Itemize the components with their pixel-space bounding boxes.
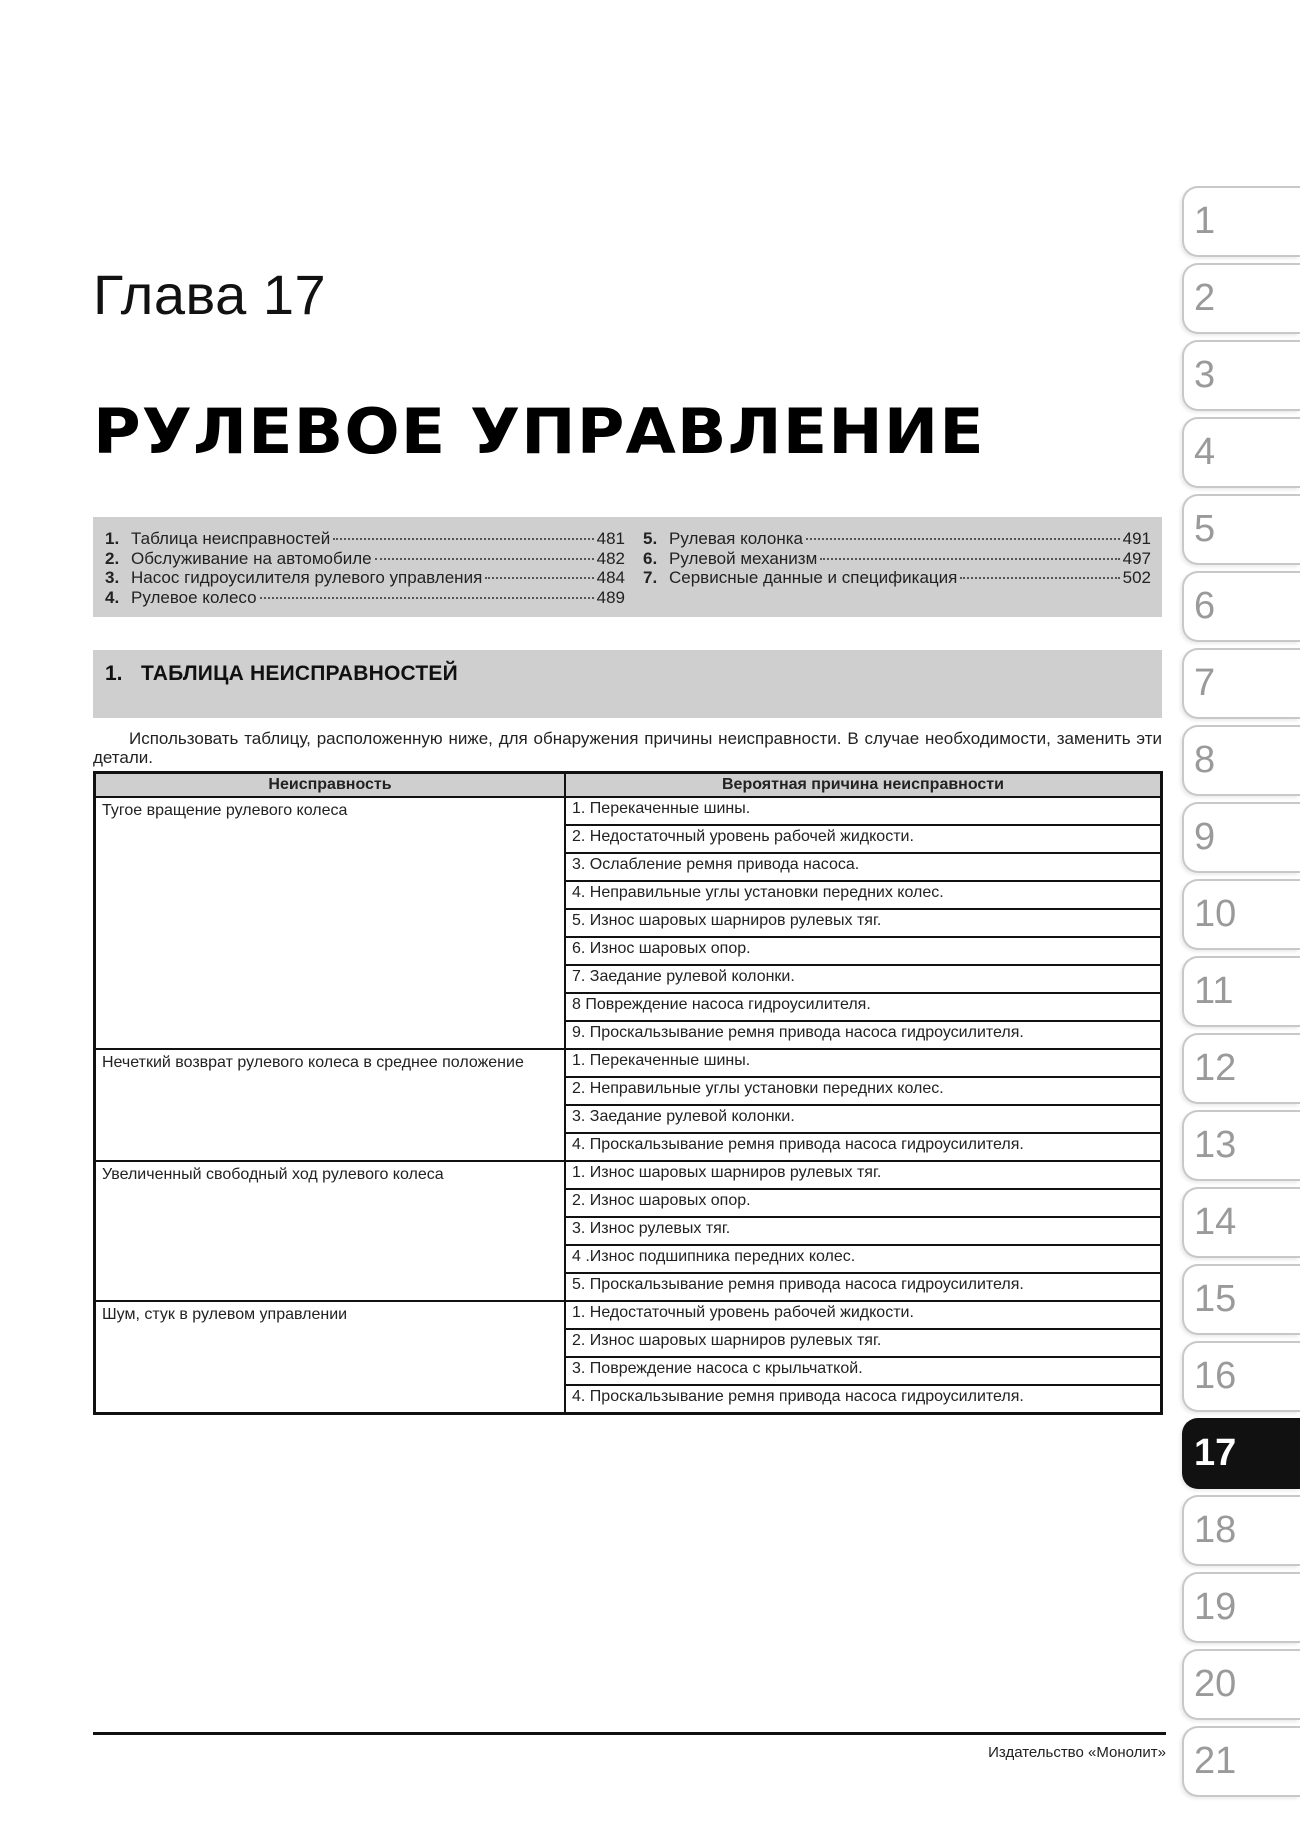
chapter-tab-label: 3 [1194, 354, 1216, 396]
fault-cause: 2. Неправильные углы установки передних колес. [565, 1077, 1162, 1105]
chapter-tab-20[interactable] [1182, 1649, 1300, 1720]
toc-entry-number: 7. [643, 568, 658, 587]
fault-cause: 8 Повреждение насоса гидроусилителя. [565, 993, 1162, 1021]
toc-leader-dots [820, 558, 1119, 560]
toc-entry[interactable] [105, 529, 625, 549]
chapter-tab-label: 8 [1194, 739, 1216, 781]
fault-cause: 3. Заедание рулевой колонки. [565, 1105, 1162, 1133]
chapter-tab-7[interactable] [1182, 648, 1300, 719]
chapter-tab-11[interactable] [1182, 956, 1300, 1027]
fault-cause: 5. Проскальзывание ремня привода насоса гидроусилителя. [565, 1273, 1162, 1301]
toc-entry[interactable] [105, 568, 625, 588]
fault-symptom: Шум, стук в рулевом управлении [95, 1301, 566, 1414]
fault-symptom: Увеличенный свободный ход рулевого колеса [95, 1161, 566, 1301]
chapter-tab-4[interactable] [1182, 417, 1300, 488]
chapter-tab-2[interactable] [1182, 263, 1300, 334]
fault-cause: 1. Перекаченные шины. [565, 1049, 1162, 1077]
fault-cause: 3. Повреждение насоса с крыльчаткой. [565, 1357, 1162, 1385]
chapter-label: Глава 17 [93, 263, 327, 326]
toc-leader-dots [333, 538, 593, 540]
toc-entry-number: 5. [643, 529, 658, 548]
footer-divider [93, 1732, 1166, 1735]
chapter-tab-label: 21 [1194, 1740, 1237, 1782]
section-title: ТАБЛИЦА НЕИСПРАВНОСТЕЙ [141, 662, 458, 685]
chapter-tab-label: 15 [1194, 1278, 1237, 1320]
toc-column-left [105, 529, 625, 607]
toc-leader-dots [485, 577, 593, 579]
toc-entry[interactable] [643, 549, 1151, 569]
table-row [95, 797, 1162, 825]
fault-symptom: Тугое вращение рулевого колеса [95, 797, 566, 1049]
fault-cause: 2. Недостаточный уровень рабочей жидкости. [565, 825, 1162, 853]
toc-entry[interactable] [105, 549, 625, 569]
chapter-tab-8[interactable] [1182, 725, 1300, 796]
chapter-tab-21[interactable] [1182, 1726, 1300, 1797]
chapter-tab-6[interactable] [1182, 571, 1300, 642]
chapter-tab-10[interactable] [1182, 879, 1300, 950]
toc-entry-page: 482 [596, 548, 625, 568]
chapter-tab-label: 1 [1194, 200, 1216, 242]
chapter-tab-12[interactable] [1182, 1033, 1300, 1104]
chapter-tab-label: 9 [1194, 816, 1216, 858]
toc-entry-number: 2. [105, 548, 120, 568]
toc-entry-title: Обслуживание на автомобиле [131, 548, 372, 568]
toc-leader-dots [260, 597, 594, 599]
chapter-tab-14[interactable] [1182, 1187, 1300, 1258]
fault-cause: 9. Проскальзывание ремня привода насоса гидроусилителя. [565, 1021, 1162, 1049]
chapter-tab-label: 13 [1194, 1124, 1237, 1166]
toc-entry-page: 491 [1122, 529, 1151, 548]
fault-cause: 4. Проскальзывание ремня привода насоса гидроусилителя. [565, 1133, 1162, 1161]
chapter-tab-9[interactable] [1182, 802, 1300, 873]
chapter-tab-label: 17 [1194, 1432, 1237, 1474]
toc-leader-dots [960, 577, 1119, 579]
fault-cause: 1. Износ шаровых шарниров рулевых тяг. [565, 1161, 1162, 1189]
table-row [95, 1301, 1162, 1329]
fault-cause: 2. Износ шаровых опор. [565, 1189, 1162, 1217]
toc-entry-number: 6. [643, 548, 658, 568]
toc-entry[interactable] [643, 529, 1151, 549]
chapter-tab-label: 12 [1194, 1047, 1237, 1089]
toc-entry-title: Рулевой механизм [669, 548, 818, 568]
toc-entry-title: Рулевая колонка [669, 529, 803, 548]
toc-entry-page: 497 [1122, 548, 1151, 568]
fault-cause: 4. Неправильные углы установки передних колес. [565, 881, 1162, 909]
chapter-tab-3[interactable] [1182, 340, 1300, 411]
toc-entry-page: 502 [1122, 568, 1151, 587]
toc-entry-title: Насос гидроусилителя рулевого управления [131, 568, 483, 587]
toc-entry-page: 484 [596, 568, 625, 587]
section-header [93, 650, 1162, 718]
toc-entry-number: 3. [105, 568, 120, 587]
toc-entry-number: 4. [105, 587, 120, 607]
chapter-tab-label: 7 [1194, 662, 1216, 704]
fault-cause: 4 .Износ подшипника передних колес. [565, 1245, 1162, 1273]
chapter-tab-label: 5 [1194, 508, 1216, 550]
toc-entry-title: Рулевое колесо [131, 587, 257, 607]
toc-entry-title: Таблица неисправностей [131, 529, 331, 548]
table-row [95, 1161, 1162, 1189]
table-row [95, 1049, 1162, 1077]
toc-entry-page: 481 [596, 529, 625, 548]
header-fault: Неисправность [95, 773, 566, 798]
chapter-tab-16[interactable] [1182, 1341, 1300, 1412]
chapter-tabs [1182, 186, 1300, 1803]
chapter-tab-label: 11 [1194, 970, 1234, 1012]
chapter-tab-label: 6 [1194, 585, 1216, 627]
chapter-tab-19[interactable] [1182, 1572, 1300, 1643]
chapter-tab-label: 4 [1194, 431, 1216, 473]
chapter-tab-5[interactable] [1182, 494, 1300, 565]
table-header-row [95, 773, 1162, 798]
fault-table [93, 771, 1163, 1415]
chapter-tab-label: 20 [1194, 1663, 1237, 1705]
intro-paragraph: Использовать таблицу, расположенную ниже, для обнаружения причины неисправности. В случае необходимости, заменить эти детали. [93, 729, 1162, 767]
table-of-contents [93, 517, 1162, 617]
toc-leader-dots [806, 538, 1120, 540]
chapter-tab-17[interactable] [1182, 1418, 1300, 1489]
fault-cause: 6. Износ шаровых опор. [565, 937, 1162, 965]
toc-entry-number: 1. [105, 529, 120, 548]
toc-column-right [643, 529, 1151, 588]
fault-cause: 5. Износ шаровых шарниров рулевых тяг. [565, 909, 1162, 937]
chapter-tab-13[interactable] [1182, 1110, 1300, 1181]
chapter-tab-label: 10 [1194, 893, 1237, 935]
toc-entry-title: Сервисные данные и спецификация [669, 568, 958, 587]
chapter-tab-label: 14 [1194, 1201, 1237, 1243]
toc-leader-dots [375, 558, 594, 560]
fault-cause: 3. Износ рулевых тяг. [565, 1217, 1162, 1245]
fault-cause: 4. Проскальзывание ремня привода насоса гидроусилителя. [565, 1385, 1162, 1414]
header-cause: Вероятная причина неисправности [565, 773, 1162, 798]
publisher-name: Издательство «Монолит» [988, 1744, 1166, 1761]
chapter-tab-label: 18 [1194, 1509, 1237, 1551]
fault-cause: 3. Ослабление ремня привода насоса. [565, 853, 1162, 881]
chapter-title: РУЛЕВОЕ УПРАВЛЕНИЕ [93, 395, 985, 468]
section-number: 1. [105, 662, 123, 685]
fault-cause: 2. Износ шаровых шарниров рулевых тяг. [565, 1329, 1162, 1357]
fault-cause: 7. Заедание рулевой колонки. [565, 965, 1162, 993]
chapter-tab-18[interactable] [1182, 1495, 1300, 1566]
fault-cause: 1. Перекаченные шины. [565, 797, 1162, 825]
toc-entry[interactable] [643, 568, 1151, 588]
fault-cause: 1. Недостаточный уровень рабочей жидкости. [565, 1301, 1162, 1329]
chapter-tab-label: 19 [1194, 1586, 1237, 1628]
chapter-tab-15[interactable] [1182, 1264, 1300, 1335]
chapter-tab-1[interactable] [1182, 186, 1300, 257]
chapter-tab-label: 2 [1194, 277, 1216, 319]
fault-symptom: Нечеткий возврат рулевого колеса в среднее положение [95, 1049, 566, 1161]
toc-entry[interactable] [105, 588, 625, 608]
toc-entry-page: 489 [596, 587, 625, 607]
chapter-tab-label: 16 [1194, 1355, 1237, 1397]
